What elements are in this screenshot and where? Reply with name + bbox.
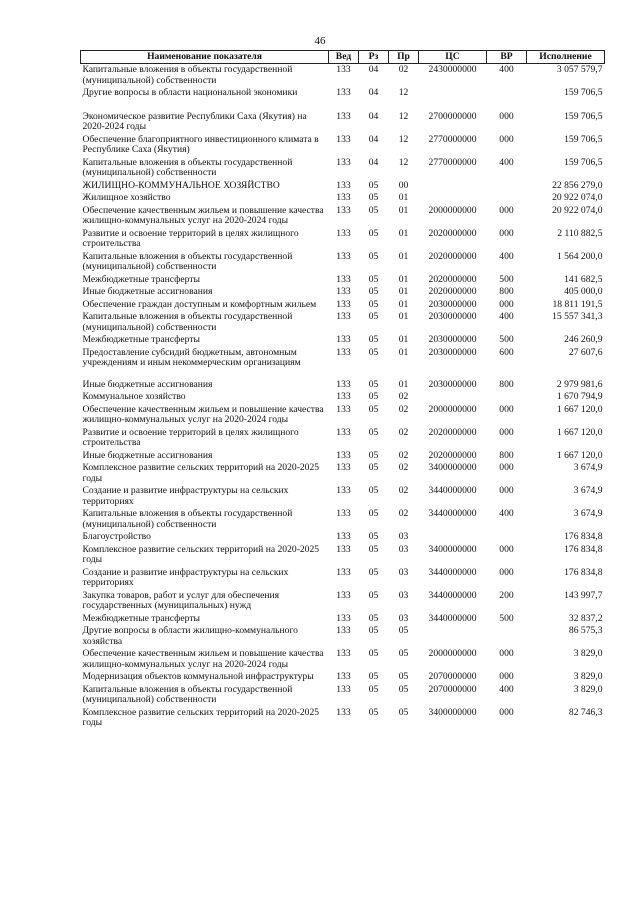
cell-pr: 05 — [398, 625, 409, 636]
cell-pr: 12 — [398, 110, 409, 122]
cell-name: Комплексное развитие сельских территорий на 2020-2025 годы — [82, 462, 320, 484]
cell-ved: 133 — [336, 334, 351, 345]
cell-exec: 20 922 074,0 — [552, 204, 603, 216]
cell-vr: 400 — [499, 683, 514, 695]
cell-rz: 05 — [368, 426, 379, 438]
cell-ved: 133 — [336, 485, 351, 496]
cell-rz: 05 — [368, 683, 379, 695]
cell-name: Межбюджетные трансферты — [82, 612, 200, 624]
cell-ved: 133 — [336, 625, 351, 636]
table-row — [81, 311, 605, 334]
cell-cs: 2020000000 — [428, 426, 477, 438]
cell-cs: 2070000000 — [428, 671, 477, 682]
table-row — [81, 590, 605, 613]
cell-name: Создание и развитие инфраструктуры на сельских территориях — [82, 566, 289, 588]
header-cs: ЦС — [419, 51, 487, 64]
cell-name: ЖИЛИЩНО-КОММУНАЛЬНОЕ ХОЗЯЙСТВО — [82, 179, 280, 191]
cell-ved: 133 — [336, 612, 351, 624]
cell-exec: 22 856 279,0 — [552, 179, 603, 191]
cell-exec: 159 706,5 — [564, 87, 603, 98]
cell-vr: 400 — [499, 250, 514, 262]
cell-vr: 000 — [499, 462, 514, 473]
cell-vr: 500 — [499, 334, 514, 345]
header-rz: Рз — [359, 51, 389, 64]
cell-name: Комплексное развитие сельских территорий на 2020-2025 годы — [82, 706, 320, 728]
cell-name: Капитальные вложения в объекты государственной (муниципальной) собственности — [82, 250, 293, 272]
cell-pr: 03 — [398, 566, 409, 578]
cell-cs: 3400000000 — [428, 462, 477, 473]
table-row — [81, 684, 605, 707]
cell-name: Межбюджетные трансферты — [82, 334, 200, 345]
cell-exec: 2 110 882,5 — [557, 227, 603, 239]
cell-ved: 133 — [336, 508, 351, 519]
cell-vr: 000 — [499, 403, 514, 415]
cell-vr — [487, 391, 527, 404]
cell-vr: 400 — [499, 311, 514, 322]
cell-exec: 3 674,9 — [573, 485, 603, 496]
cell-name: Другие вопросы в области национальной экономики — [82, 87, 298, 98]
cell-pr: 05 — [398, 648, 409, 659]
header-name: Наименование показателя — [81, 51, 329, 64]
cell-rz: 05 — [368, 403, 379, 415]
cell-rz: 05 — [368, 671, 379, 682]
cell-ved: 133 — [336, 204, 351, 216]
cell-pr: 05 — [398, 683, 409, 695]
table-row — [81, 134, 605, 157]
cell-exec: 1 564 200,0 — [556, 250, 603, 262]
cell-exec: 3 674,9 — [573, 508, 603, 519]
cell-pr: 01 — [398, 227, 409, 239]
cell-name: Иные бюджетные ассигнования — [82, 449, 213, 461]
cell-vr: 000 — [499, 485, 514, 496]
table-row — [81, 567, 605, 590]
table-row — [81, 286, 605, 299]
cell-vr: 500 — [499, 612, 514, 624]
cell-ved: 133 — [336, 179, 351, 191]
cell-ved: 133 — [336, 589, 351, 601]
table-row — [81, 427, 605, 450]
cell-name: Обеспечение граждан доступным и комфортным жильем — [82, 298, 317, 310]
cell-rz: 05 — [368, 589, 379, 601]
cell-pr: 12 — [398, 156, 409, 168]
cell-rz: 05 — [368, 485, 379, 496]
cell-name: Обеспечение качественным жильем и повышение качества жилищно-коммунальных услуг на 2020-2024 годы — [82, 648, 324, 670]
cell-vr: 000 — [499, 133, 514, 145]
cell-ved: 133 — [336, 87, 351, 98]
cell-exec: 176 834,8 — [564, 543, 603, 555]
cell-exec: 1 667 120,0 — [556, 403, 603, 415]
cell-cs: 2030000000 — [428, 298, 477, 310]
cell-name: Другие вопросы в области жилищно-коммунального хозяйства — [82, 625, 298, 647]
cell-cs: 2020000000 — [428, 449, 477, 461]
cell-exec: 82 746,3 — [568, 706, 603, 718]
cell-vr: 400 — [499, 156, 514, 168]
cell-name: Обеспечение качественным жильем и повышение качества жилищно-коммунальных услуг на 2020-2024 годы — [82, 204, 324, 226]
cell-name: Обеспечение качественным жильем и повышение качества жилищно-коммунальных услуг на 2020-2024 годы — [82, 403, 324, 425]
cell-ved: 133 — [336, 346, 351, 358]
cell-pr: 02 — [398, 403, 409, 415]
cell-name: Иные бюджетные ассигнования — [82, 286, 213, 297]
cell-pr: 05 — [398, 706, 409, 718]
cell-exec: 3 829,0 — [573, 683, 603, 695]
cell-vr: 000 — [499, 204, 514, 216]
cell-vr: 000 — [499, 566, 514, 578]
cell-vr: 000 — [499, 298, 514, 310]
cell-rz: 04 — [368, 64, 379, 75]
cell-exec: 159 706,5 — [564, 110, 603, 122]
cell-vr: 000 — [499, 110, 514, 122]
cell-ved: 133 — [336, 273, 351, 285]
cell-exec: 3 829,0 — [573, 671, 603, 682]
cell-name: Межбюджетные трансферты — [82, 273, 200, 285]
cell-cs: 2020000000 — [428, 227, 477, 239]
table-row — [81, 613, 605, 626]
cell-rz: 05 — [368, 334, 379, 345]
cell-cs: 2000000000 — [428, 403, 477, 415]
table-row — [81, 625, 605, 648]
cell-pr: 01 — [398, 298, 409, 310]
table-row — [81, 508, 605, 531]
cell-exec: 159 706,5 — [564, 133, 603, 145]
table-row — [81, 391, 605, 404]
cell-ved: 133 — [336, 403, 351, 415]
cell-pr: 02 — [398, 449, 409, 461]
cell-ved: 133 — [336, 543, 351, 555]
cell-pr: 00 — [398, 179, 409, 191]
table-row — [81, 64, 605, 88]
cell-vr — [487, 87, 527, 100]
cell-name: Экономическое развитие Республики Саха (Якутия) на 2020-2024 годы — [82, 110, 307, 132]
cell-cs: 3400000000 — [428, 706, 477, 718]
cell-name: Капитальные вложения в объекты государственной (муниципальной) собственности — [82, 64, 293, 86]
cell-ved: 133 — [336, 462, 351, 473]
cell-ved: 133 — [336, 133, 351, 145]
cell-rz: 05 — [368, 311, 379, 322]
cell-cs — [419, 180, 487, 193]
cell-cs: 2000000000 — [428, 204, 477, 216]
cell-cs — [419, 87, 487, 100]
cell-cs — [419, 531, 487, 544]
cell-ved: 133 — [336, 298, 351, 310]
cell-pr: 02 — [398, 462, 409, 473]
cell-cs: 2030000000 — [428, 378, 477, 390]
table-row — [81, 334, 605, 347]
cell-exec: 15 557 341,3 — [552, 311, 603, 322]
cell-pr: 01 — [398, 204, 409, 216]
cell-pr: 05 — [398, 671, 409, 682]
cell-vr: 000 — [499, 706, 514, 718]
table-row — [81, 251, 605, 274]
cell-cs: 2430000000 — [428, 64, 477, 75]
cell-cs: 2030000000 — [428, 311, 477, 322]
cell-cs — [419, 625, 487, 648]
cell-rz: 05 — [368, 648, 379, 659]
cell-exec: 1 670 794,9 — [556, 391, 603, 402]
cell-cs: 2020000000 — [428, 250, 477, 262]
cell-rz: 05 — [368, 625, 379, 636]
table-row — [81, 648, 605, 671]
table-row — [81, 180, 605, 193]
cell-exec: 143 997,7 — [564, 589, 603, 601]
table-body — [81, 64, 605, 730]
cell-rz: 05 — [368, 612, 379, 624]
cell-ved: 133 — [336, 426, 351, 438]
cell-rz: 04 — [368, 87, 379, 98]
cell-name: Комплексное развитие сельских территорий на 2020-2025 годы — [82, 543, 320, 565]
cell-pr: 01 — [398, 286, 409, 297]
cell-vr: 400 — [499, 508, 514, 519]
cell-pr: 03 — [398, 589, 409, 601]
cell-exec: 27 607,6 — [568, 346, 603, 358]
cell-name: Предоставление субсидий бюджетным, автономным учреждениям и иным некоммерческим организациям — [82, 346, 301, 368]
cell-rz: 05 — [368, 227, 379, 239]
table-row — [81, 228, 605, 251]
cell-name: Капитальные вложения в объекты государственной (муниципальной) собственности — [82, 156, 293, 178]
table-row — [81, 450, 605, 463]
cell-ved: 133 — [336, 311, 351, 322]
cell-pr: 01 — [398, 378, 409, 390]
header-pr: Пр — [389, 51, 419, 64]
cell-ved: 133 — [336, 566, 351, 578]
cell-ved: 133 — [336, 227, 351, 239]
cell-cs: 2000000000 — [428, 648, 477, 659]
cell-vr — [487, 192, 527, 205]
cell-rz: 05 — [368, 566, 379, 578]
cell-name: Иные бюджетные ассигнования — [82, 378, 213, 390]
cell-rz: 05 — [368, 298, 379, 310]
cell-ved: 133 — [336, 683, 351, 695]
cell-exec: 1 667 120,0 — [556, 426, 603, 438]
cell-rz: 05 — [368, 706, 379, 718]
cell-rz: 05 — [368, 179, 379, 191]
cell-vr — [487, 180, 527, 193]
cell-rz: 05 — [368, 543, 379, 555]
cell-rz: 05 — [368, 250, 379, 262]
table-row — [81, 192, 605, 205]
table-row — [81, 100, 605, 134]
cell-exec: 1 667 120,0 — [556, 449, 603, 461]
cell-pr: 12 — [398, 87, 409, 98]
cell-exec: 3 674,9 — [573, 462, 603, 473]
cell-name: Обеспечение благоприятного инвестиционного климата в Республике Саха (Якутия) — [82, 133, 319, 155]
cell-pr: 03 — [398, 543, 409, 555]
cell-pr: 02 — [398, 508, 409, 519]
cell-exec: 405 000,0 — [564, 286, 603, 297]
cell-name: Капитальные вложения в объекты государственной (муниципальной) собственности — [82, 311, 293, 333]
cell-pr: 02 — [398, 485, 409, 496]
cell-name: Развитие и освоение территорий в целях жилищного строительства — [82, 227, 299, 249]
cell-cs — [419, 192, 487, 205]
cell-cs: 3440000000 — [428, 508, 477, 519]
cell-pr: 01 — [398, 273, 409, 285]
cell-pr: 01 — [398, 311, 409, 322]
cell-rz: 04 — [368, 110, 379, 122]
table-row — [81, 157, 605, 180]
cell-ved: 133 — [336, 250, 351, 262]
cell-exec: 20 922 074,0 — [552, 192, 603, 203]
cell-pr: 03 — [398, 612, 409, 624]
cell-ved: 133 — [336, 378, 351, 390]
cell-ved: 133 — [336, 64, 351, 75]
table-row — [81, 671, 605, 684]
cell-rz: 05 — [368, 346, 379, 358]
header-ved: Вед — [329, 51, 359, 64]
cell-pr: 01 — [398, 192, 409, 203]
cell-exec: 159 706,5 — [564, 156, 603, 168]
cell-cs: 3440000000 — [428, 589, 477, 601]
cell-pr: 01 — [398, 334, 409, 345]
cell-pr: 03 — [398, 531, 409, 542]
table-row — [81, 370, 605, 392]
cell-pr: 12 — [398, 133, 409, 145]
header-vr: ВР — [487, 51, 527, 64]
cell-rz: 05 — [368, 449, 379, 461]
cell-vr: 400 — [499, 64, 514, 75]
cell-ved: 133 — [336, 156, 351, 168]
cell-exec: 2 979 981,6 — [556, 378, 603, 390]
cell-pr: 02 — [398, 391, 409, 402]
cell-exec: 32 837,2 — [568, 612, 603, 624]
cell-exec: 176 834,8 — [564, 531, 603, 542]
table-row — [81, 274, 605, 287]
cell-vr: 000 — [499, 227, 514, 239]
cell-rz: 05 — [368, 531, 379, 542]
cell-pr: 02 — [398, 426, 409, 438]
cell-rz: 05 — [368, 378, 379, 390]
cell-rz: 04 — [368, 156, 379, 168]
cell-rz: 05 — [368, 192, 379, 203]
cell-name: Закупка товаров, работ и услуг для обеспечения государственных (муниципальных) нужд — [82, 589, 280, 611]
cell-ved: 133 — [336, 286, 351, 297]
cell-exec: 3 057 579,7 — [556, 64, 603, 75]
cell-vr: 800 — [499, 449, 514, 461]
cell-vr: 000 — [499, 671, 514, 682]
cell-cs: 2770000000 — [428, 156, 477, 168]
budget-table — [80, 50, 605, 730]
cell-cs: 3440000000 — [428, 485, 477, 496]
cell-ved: 133 — [336, 706, 351, 718]
cell-cs: 2020000000 — [428, 286, 477, 297]
cell-ved: 133 — [336, 648, 351, 659]
cell-exec: 86 575,3 — [568, 625, 603, 636]
table-header-row — [81, 51, 605, 64]
cell-cs — [419, 391, 487, 404]
cell-cs: 2030000000 — [428, 334, 477, 345]
table-row — [81, 462, 605, 485]
cell-ved: 133 — [336, 449, 351, 461]
cell-vr: 000 — [499, 648, 514, 659]
cell-exec: 176 834,8 — [564, 566, 603, 578]
cell-vr: 200 — [499, 589, 514, 601]
cell-vr — [487, 531, 527, 544]
cell-exec: 3 829,0 — [573, 648, 603, 659]
cell-vr — [487, 625, 527, 648]
cell-cs: 2020000000 — [428, 273, 477, 285]
cell-vr: 500 — [499, 273, 514, 285]
cell-cs: 3440000000 — [428, 566, 477, 578]
cell-vr: 000 — [499, 543, 514, 555]
cell-ved: 133 — [336, 110, 351, 122]
cell-ved: 133 — [336, 192, 351, 203]
header-exec: Исполнение — [527, 51, 605, 64]
cell-cs: 2770000000 — [428, 133, 477, 145]
table-row — [81, 205, 605, 228]
cell-name: Создание и развитие инфраструктуры на сельских территориях — [82, 485, 289, 507]
table-row — [81, 544, 605, 567]
cell-exec: 246 260,9 — [564, 334, 603, 345]
cell-pr: 01 — [398, 250, 409, 262]
cell-ved: 133 — [336, 671, 351, 682]
cell-name: Благоустройство — [82, 531, 151, 542]
cell-vr: 600 — [499, 346, 514, 358]
cell-vr: 000 — [499, 426, 514, 438]
cell-cs: 2030000000 — [428, 346, 477, 358]
cell-name: Развитие и освоение территорий в целях жилищного строительства — [82, 426, 299, 448]
cell-cs: 3400000000 — [428, 543, 477, 555]
cell-pr: 02 — [398, 64, 409, 75]
cell-name: Капитальные вложения в объекты государственной (муниципальной) собственности — [82, 508, 293, 530]
cell-cs: 2070000000 — [428, 683, 477, 695]
cell-name: Капитальные вложения в объекты государственной (муниципальной) собственности — [82, 683, 293, 705]
table-row — [81, 531, 605, 544]
cell-rz: 04 — [368, 133, 379, 145]
cell-name: Модернизация объектов коммунальной инфраструктуры — [82, 671, 314, 682]
cell-cs: 3440000000 — [428, 612, 477, 624]
cell-rz: 05 — [368, 273, 379, 285]
table-row — [81, 87, 605, 100]
cell-exec: 141 682,5 — [564, 273, 603, 285]
cell-rz: 05 — [368, 508, 379, 519]
cell-exec: 18 811 191,5 — [552, 298, 603, 310]
cell-pr: 01 — [398, 346, 409, 358]
cell-rz: 05 — [368, 286, 379, 297]
table-row — [81, 485, 605, 508]
cell-name: Жилищное хозяйство — [82, 192, 171, 203]
cell-vr: 800 — [499, 378, 514, 390]
cell-name: Коммунальное хозяйство — [82, 391, 186, 402]
table-row — [81, 404, 605, 427]
table-row — [81, 347, 605, 370]
cell-ved: 133 — [336, 531, 351, 542]
table-row — [81, 707, 605, 730]
cell-vr: 800 — [499, 286, 514, 297]
cell-rz: 05 — [368, 391, 379, 402]
cell-rz: 05 — [368, 204, 379, 216]
cell-rz: 05 — [368, 462, 379, 473]
cell-ved: 133 — [336, 391, 351, 402]
page-number: 46 — [314, 35, 326, 47]
table-row — [81, 299, 605, 312]
cell-cs: 2700000000 — [428, 110, 477, 122]
